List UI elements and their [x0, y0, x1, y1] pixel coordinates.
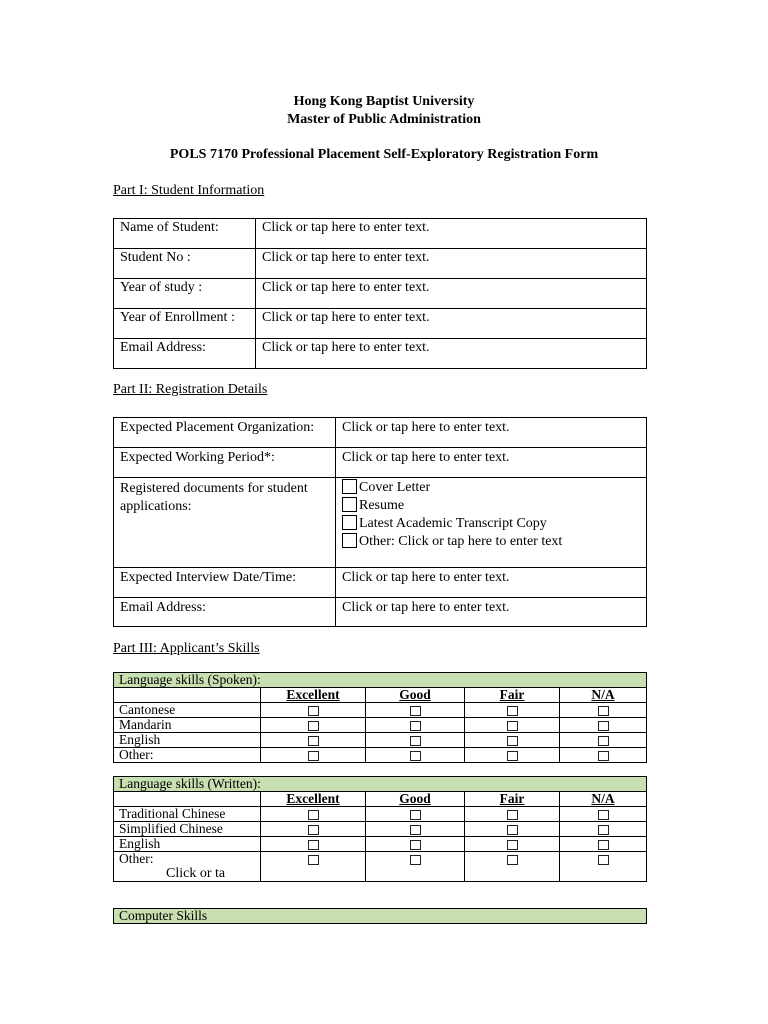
language-label: Other: [114, 748, 261, 763]
checkbox[interactable] [308, 706, 319, 716]
table-row [114, 703, 647, 718]
checkbox[interactable] [308, 810, 319, 820]
part3-title: Part III: Applicant’s Skills [113, 641, 260, 656]
language-label: Other: [119, 851, 154, 866]
table-row [114, 339, 647, 369]
checkbox[interactable] [598, 855, 609, 865]
checkbox[interactable] [410, 706, 421, 716]
student-info-table [113, 218, 647, 369]
language-label: English [114, 733, 261, 748]
table-row [114, 837, 647, 852]
computer-skills-table [113, 908, 647, 924]
checkbox[interactable] [598, 736, 609, 746]
level-header: Excellent [261, 688, 366, 703]
email-field[interactable]: Click or tap here to enter text. [256, 339, 647, 369]
table-row [114, 822, 647, 837]
language-label: Mandarin [114, 718, 261, 733]
language-label: Simplified Chinese [114, 822, 261, 837]
table-row [114, 249, 647, 279]
checkbox[interactable] [308, 721, 319, 731]
part2-title: Part II: Registration Details [113, 382, 268, 397]
table-row [114, 598, 647, 627]
table-row [114, 909, 647, 924]
doc-transcript[interactable]: Latest Academic Transcript Copy [342, 515, 646, 533]
table-row [114, 279, 647, 309]
university-name: Hong Kong Baptist University [293, 94, 475, 109]
email2-label: Email Address: [114, 598, 336, 627]
table-row [114, 777, 647, 792]
checkbox[interactable] [507, 751, 518, 761]
year-of-study-field[interactable]: Click or tap here to enter text. [256, 279, 647, 309]
interview-label: Expected Interview Date/Time: [114, 568, 336, 598]
checkbox[interactable] [598, 825, 609, 835]
org-label: Expected Placement Organization: [114, 418, 336, 448]
other-language-field[interactable]: Click or ta [166, 866, 226, 881]
level-header: Good [366, 688, 465, 703]
language-label: English [114, 837, 261, 852]
table-row [114, 733, 647, 748]
checkbox[interactable] [598, 840, 609, 850]
table-row [114, 718, 647, 733]
form-title: POLS 7170 Professional Placement Self-Exploratory Registration Form [169, 147, 599, 162]
language-label: Cantonese [114, 703, 261, 718]
table-row [114, 673, 647, 688]
program-name: Master of Public Administration [287, 112, 481, 127]
table-row [114, 219, 647, 249]
checkbox[interactable] [598, 751, 609, 761]
checkbox[interactable] [410, 855, 421, 865]
email-label: Email Address: [114, 339, 256, 369]
checkbox[interactable] [342, 515, 357, 530]
table-row [114, 748, 647, 763]
email2-field[interactable]: Click or tap here to enter text. [336, 598, 647, 627]
period-field[interactable]: Click or tap here to enter text. [336, 448, 647, 478]
spoken-skills-table [113, 672, 647, 763]
table-row [114, 792, 647, 807]
table-row [114, 478, 647, 568]
checkbox[interactable] [507, 810, 518, 820]
table-row [114, 688, 647, 703]
level-header: Good [366, 792, 465, 807]
name-label: Name of Student: [114, 219, 256, 249]
year-of-study-label: Year of study : [114, 279, 256, 309]
checkbox[interactable] [598, 810, 609, 820]
docs-label: Registered documents for student applications: [114, 478, 336, 568]
level-header: Fair [465, 792, 560, 807]
year-of-enrollment-field[interactable]: Click or tap here to enter text. [256, 309, 647, 339]
checkbox[interactable] [507, 840, 518, 850]
table-row [114, 568, 647, 598]
checkbox[interactable] [308, 855, 319, 865]
part1-title: Part I: Student Information [113, 183, 265, 198]
checkbox[interactable] [308, 825, 319, 835]
checkbox[interactable] [410, 840, 421, 850]
checkbox[interactable] [507, 855, 518, 865]
checkbox[interactable] [507, 736, 518, 746]
level-header: N/A [560, 688, 647, 703]
level-header: Fair [465, 688, 560, 703]
checkbox[interactable] [598, 706, 609, 716]
language-label: Traditional Chinese [114, 807, 261, 822]
org-field[interactable]: Click or tap here to enter text. [336, 418, 647, 448]
checkbox[interactable] [507, 721, 518, 731]
checkbox[interactable] [410, 825, 421, 835]
name-field[interactable]: Click or tap here to enter text. [256, 219, 647, 249]
checkbox[interactable] [342, 533, 357, 548]
other-language-cell [114, 852, 261, 882]
doc-other[interactable]: Other: Click or tap here to enter text [342, 533, 646, 551]
registration-table [113, 417, 647, 627]
table-row [114, 852, 647, 882]
year-of-enrollment-label: Year of Enrollment : [114, 309, 256, 339]
doc-resume[interactable]: Resume [342, 497, 646, 515]
spoken-section-title: Language skills (Spoken): [114, 673, 647, 688]
checkbox[interactable] [308, 736, 319, 746]
interview-field[interactable]: Click or tap here to enter text. [336, 568, 647, 598]
checkbox[interactable] [308, 840, 319, 850]
level-header: Excellent [261, 792, 366, 807]
table-row [114, 309, 647, 339]
checkbox[interactable] [410, 721, 421, 731]
docs-cell [336, 478, 647, 568]
checkbox[interactable] [410, 736, 421, 746]
checkbox[interactable] [507, 706, 518, 716]
doc-cover-letter[interactable]: Cover Letter [342, 479, 646, 497]
checkbox[interactable] [507, 825, 518, 835]
checkbox[interactable] [598, 721, 609, 731]
student-no-label: Student No : [114, 249, 256, 279]
checkbox[interactable] [342, 497, 357, 512]
checkbox[interactable] [308, 751, 319, 761]
level-header: N/A [560, 792, 647, 807]
written-skills-table [113, 776, 647, 882]
checkbox[interactable] [342, 479, 357, 494]
table-row [114, 807, 647, 822]
student-no-field[interactable]: Click or tap here to enter text. [256, 249, 647, 279]
written-section-title: Language skills (Written): [114, 777, 647, 792]
table-row [114, 448, 647, 478]
computer-section-title: Computer Skills [114, 909, 647, 924]
checkbox[interactable] [410, 810, 421, 820]
checkbox[interactable] [410, 751, 421, 761]
period-label: Expected Working Period*: [114, 448, 336, 478]
table-row [114, 418, 647, 448]
